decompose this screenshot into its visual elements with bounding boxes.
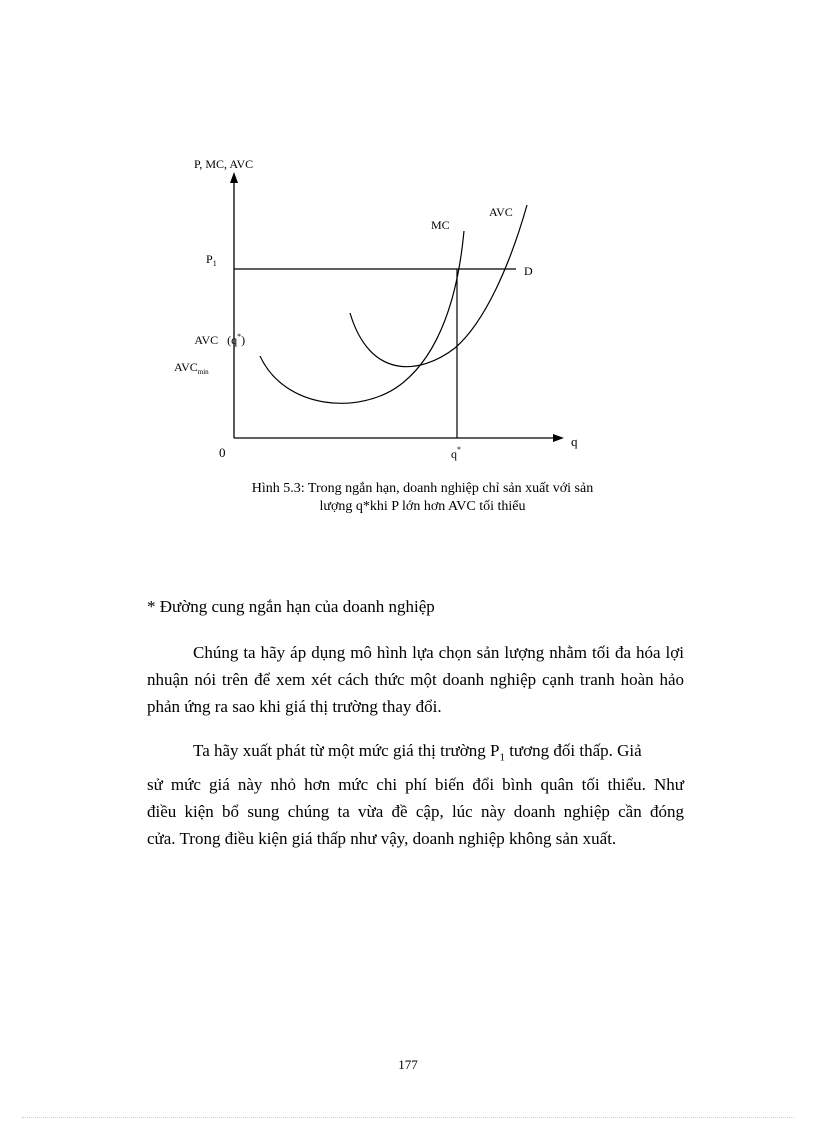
figure-caption <box>200 480 645 516</box>
y-axis-label: P, MC, AVC <box>194 157 254 171</box>
avc-qstar-label: AVC (q*) <box>194 332 246 347</box>
paragraph-2-line-2: sử mức giá này nhỏ hơn mức chi phí biến đổi bình quân tối thiểu. Như <box>147 775 684 795</box>
mc-label: MC <box>431 218 450 232</box>
caption-line-2: lượng q*khi P lớn hơn AVC tối thiểu <box>319 499 526 514</box>
paragraph-1 <box>147 639 684 720</box>
y-axis-arrow <box>230 172 238 183</box>
origin-label: 0 <box>219 445 226 460</box>
avc-curve-label: AVC <box>489 205 513 219</box>
section-heading: * Đường cung ngắn hạn của doanh nghiệp <box>147 597 435 616</box>
paragraph-2-line-1-a: Ta hãy xuất phát từ một mức giá thị trường P <box>193 741 500 760</box>
paragraph-1-line-2: nhuận nói trên để xem xét cách thức một doanh nghiệp cạnh tranh hoàn hảo <box>147 670 684 689</box>
avc-min-label: $AVC_{min}$ <box>174 360 209 376</box>
paragraph-2-line-1 <box>147 737 684 771</box>
paragraph-2-line-3: điều kiện bổ sung chúng ta vừa đề cập, lúc này doanh nghiệp cần đóng <box>147 802 684 822</box>
p1-label: $P_1$ <box>206 252 217 268</box>
paragraph-2-line-4: cửa. Trong điều kiện giá thấp như vậy, doanh nghiệp không sản xuất. <box>147 829 617 849</box>
mc-curve <box>260 231 464 403</box>
x-axis-label: q <box>571 434 578 449</box>
paragraph-2-p1-sub: 1 <box>499 751 505 764</box>
x-axis-arrow <box>553 434 564 442</box>
caption-line-1: Hình 5.3: Trong ngắn hạn, doanh nghiệp chỉ sản xuất với sản <box>251 481 594 496</box>
paragraph-2-line-1-b: tương đối thấp. Giả <box>504 741 642 760</box>
paragraph-1-line-1: Chúng ta hãy áp dụng mô hình lựa chọn sản lượng nhằm tối đa hóa lợi <box>193 643 684 662</box>
footer-divider <box>22 1117 794 1118</box>
page-number: 177 <box>398 1057 418 1072</box>
paragraph-1-line-3: phản ứng ra sao khi giá thị trường thay đổi. <box>147 697 442 716</box>
paragraph-2 <box>147 737 684 852</box>
paragraph-2-line-1-text <box>193 737 642 771</box>
qstar-label: q* <box>451 445 461 461</box>
d-label: D <box>524 264 533 278</box>
